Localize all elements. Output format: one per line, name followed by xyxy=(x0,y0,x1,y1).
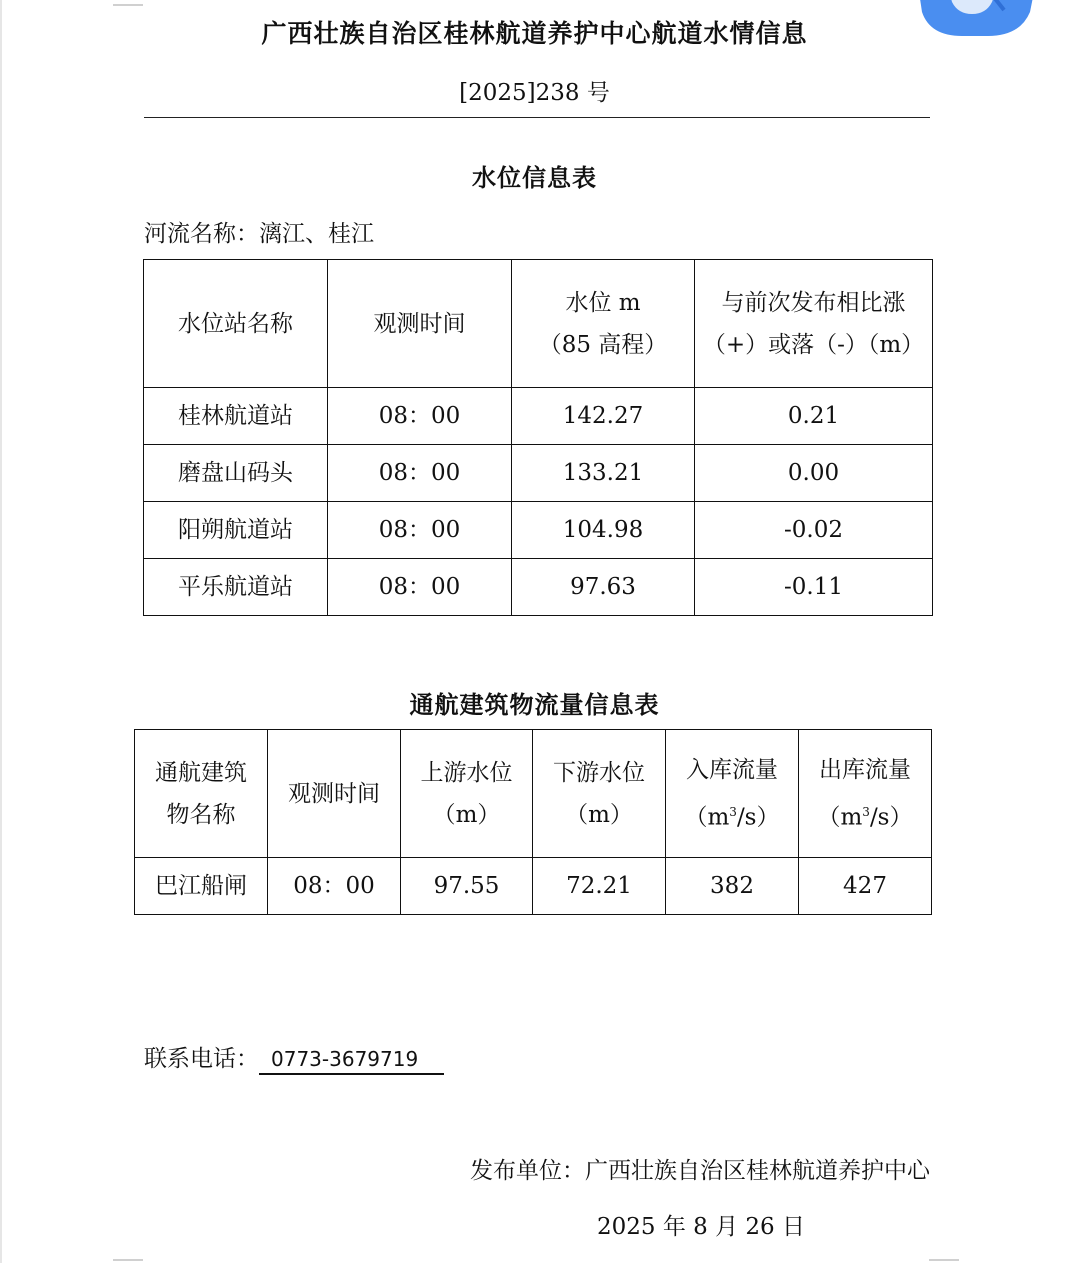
contact-line xyxy=(144,1040,444,1075)
header-outflow xyxy=(799,730,932,858)
water-level-value: 142.27 xyxy=(512,388,695,445)
table-header-row xyxy=(144,260,933,388)
building-name: 巴江船闸 xyxy=(135,858,268,915)
water-level-value: 133.21 xyxy=(512,445,695,502)
header-change-line2: （+）或落（-）（m） xyxy=(702,331,925,358)
header-level xyxy=(512,260,695,388)
downstream-level-value: 72.21 xyxy=(533,858,666,915)
water-level-value: 97.63 xyxy=(512,559,695,616)
observe-time: 08：00 xyxy=(268,858,401,915)
corner-mark-bottom-left xyxy=(113,1259,143,1261)
unit-part: /s） xyxy=(869,804,913,831)
contact-phone: 0773-3679719 xyxy=(259,1047,444,1075)
table-header-row xyxy=(135,730,932,858)
inflow-value: 382 xyxy=(666,858,799,915)
publish-date: 2025 年 8 月 26 日 xyxy=(597,1214,805,1240)
water-level-table xyxy=(143,259,933,616)
station-name: 磨盘山码头 xyxy=(144,445,328,502)
publisher-line: 发布单位：广西壮族自治区桂林航道养护中心 xyxy=(470,1158,930,1184)
unit-part: （m xyxy=(817,804,863,831)
table-row xyxy=(144,388,933,445)
station-name: 桂林航道站 xyxy=(144,388,328,445)
unit-part: /s） xyxy=(736,804,780,831)
unit-superscript: 3 xyxy=(862,804,870,819)
document-title: 广西壮族自治区桂林航道养护中心航道水情信息 xyxy=(261,19,808,48)
header-building-name-line2: 物名称 xyxy=(166,801,236,828)
level-change-value: -0.11 xyxy=(695,559,933,616)
level-change-value: 0.00 xyxy=(695,445,933,502)
table-row xyxy=(144,559,933,616)
header-outflow-unit xyxy=(799,791,931,839)
header-outflow-line1: 出库流量 xyxy=(819,756,911,783)
unit-superscript: 3 xyxy=(729,804,737,819)
outflow-value: 427 xyxy=(799,858,932,915)
observe-time: 08：00 xyxy=(328,559,512,616)
header-change xyxy=(695,260,933,388)
header-upstream-line1: 上游水位 xyxy=(420,759,513,786)
level-change-value: -0.02 xyxy=(695,502,933,559)
unit-part: （m xyxy=(684,804,730,831)
water-level-section-title: 水位信息表 xyxy=(472,163,597,192)
river-name-label: 河流名称：漓江、桂江 xyxy=(144,221,374,247)
header-building-name xyxy=(135,730,268,858)
header-downstream-line2: （m） xyxy=(565,801,633,828)
header-downstream-line1: 下游水位 xyxy=(553,759,645,786)
corner-mark-top xyxy=(113,4,143,6)
corner-mark-bottom-right xyxy=(929,1259,959,1261)
header-building-name-line1: 通航建筑 xyxy=(155,759,247,786)
upstream-level-value: 97.55 xyxy=(401,858,533,915)
header-station: 水位站名称 xyxy=(144,260,328,388)
header-upstream xyxy=(401,730,533,858)
header-level-line1: 水位 m xyxy=(565,289,641,316)
header-inflow-line1: 入库流量 xyxy=(686,756,778,783)
observe-time: 08：00 xyxy=(328,445,512,502)
observe-time: 08：00 xyxy=(328,502,512,559)
header-divider xyxy=(144,117,930,118)
station-name: 平乐航道站 xyxy=(144,559,328,616)
header-inflow-unit xyxy=(666,791,798,839)
table-row xyxy=(144,445,933,502)
table-row xyxy=(135,858,932,915)
header-inflow xyxy=(666,730,799,858)
header-time: 观测时间 xyxy=(268,730,401,858)
header-time: 观测时间 xyxy=(328,260,512,388)
flow-table xyxy=(134,729,932,915)
document-number: [2025]238 号 xyxy=(459,80,610,106)
header-level-line2: （85 高程） xyxy=(538,331,668,358)
header-downstream xyxy=(533,730,666,858)
header-change-line1: 与前次发布相比涨 xyxy=(721,289,906,316)
table-row xyxy=(144,502,933,559)
observe-time: 08：00 xyxy=(328,388,512,445)
level-change-value: 0.21 xyxy=(695,388,933,445)
station-name: 阳朔航道站 xyxy=(144,502,328,559)
header-upstream-line2: （m） xyxy=(432,801,501,828)
contact-label: 联系电话： xyxy=(144,1046,259,1072)
water-level-value: 104.98 xyxy=(512,502,695,559)
flow-section-title: 通航建筑物流量信息表 xyxy=(409,690,660,719)
